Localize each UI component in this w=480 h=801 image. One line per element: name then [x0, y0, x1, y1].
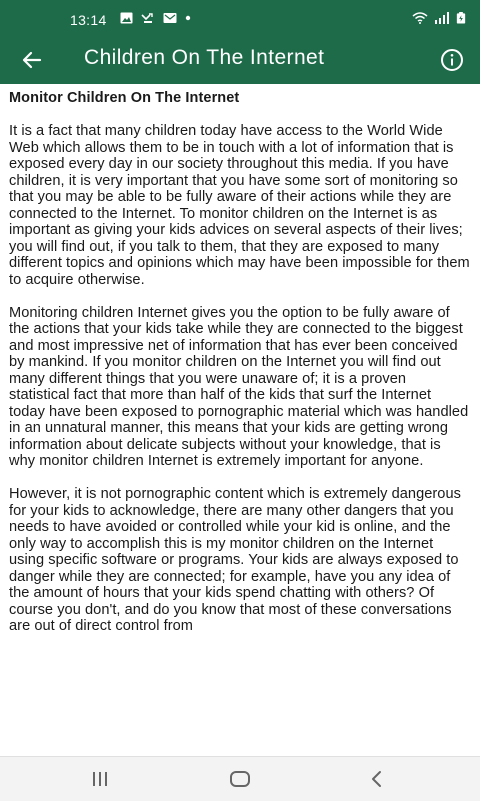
info-button[interactable]	[438, 46, 466, 74]
status-bar	[0, 0, 480, 36]
home-button[interactable]	[228, 769, 252, 789]
system-icons	[412, 12, 466, 24]
wifi-icon	[412, 12, 428, 24]
article-paragraph: However, it is not pornographic content which is extremely dangerous for your kids to acknowledge, there are many other dangers that you needs to have avoided or controlled while your kid is online, and the only way to accomplish this is my monitor children on the Internet using specific software or programs. Your kids are always exposed to danger while they are connected; for example, have you any idea of the amount of hours that your kids spend chatting with others? Of course you don't, and do you know that most of these conversations are out of direct control from	[9, 486, 461, 634]
status-time: 13:14	[70, 12, 107, 28]
system-back-button[interactable]	[366, 769, 386, 789]
navigation-bar	[0, 756, 480, 801]
info-icon	[440, 48, 464, 72]
recents-icon	[91, 771, 109, 787]
missed-call-icon	[141, 12, 155, 24]
back-button[interactable]	[14, 44, 50, 76]
app-bar	[0, 36, 480, 84]
article-paragraph: Monitoring children Internet gives you the option to be fully aware of the actions that your kids take while they are connected to the biggest and most impressive net of information that has ever been conceived by mankind. If you monitor children on the Internet you will find out many different things that you were unaware of; it is a proven statistical fact that more than half of the kids that surf the Internet today have been exposed to pornographic material which was handled in an unnatural manner, this means that your kids are getting wrong information about delicate subjects without your knowledge, that is why monitor children Internet is extremely important for anyone.	[9, 304, 469, 469]
page-title: Children On The Internet	[84, 46, 325, 69]
notification-icons	[120, 12, 191, 24]
arrow-left-icon	[22, 51, 42, 69]
recents-button[interactable]	[90, 769, 110, 789]
dot-icon	[185, 12, 191, 24]
article-title: Monitor Children On The Internet	[9, 90, 240, 106]
message-icon	[163, 12, 177, 24]
article-content[interactable]	[0, 84, 480, 756]
home-icon	[229, 770, 251, 788]
article-paragraph: It is a fact that many children today have access to the World Wide Web which allows them to be in touch with a lot of information that is exposed every day in our society throughout this media. If you have children, it is very important that you have some sort of monitoring so that you may be able to be fully aware of their actions while they are connected to the Internet. To monitor children on the Internet is as important as giving your kids advices on several aspects of their lives; you will find out, if you talk to them, that they are exposed to many different topics and opinions which may have been impossible for them to acquire otherwise.	[9, 123, 470, 288]
battery-icon	[456, 12, 466, 24]
back-icon	[370, 770, 382, 788]
signal-icon	[434, 12, 450, 24]
image-icon	[120, 12, 133, 24]
